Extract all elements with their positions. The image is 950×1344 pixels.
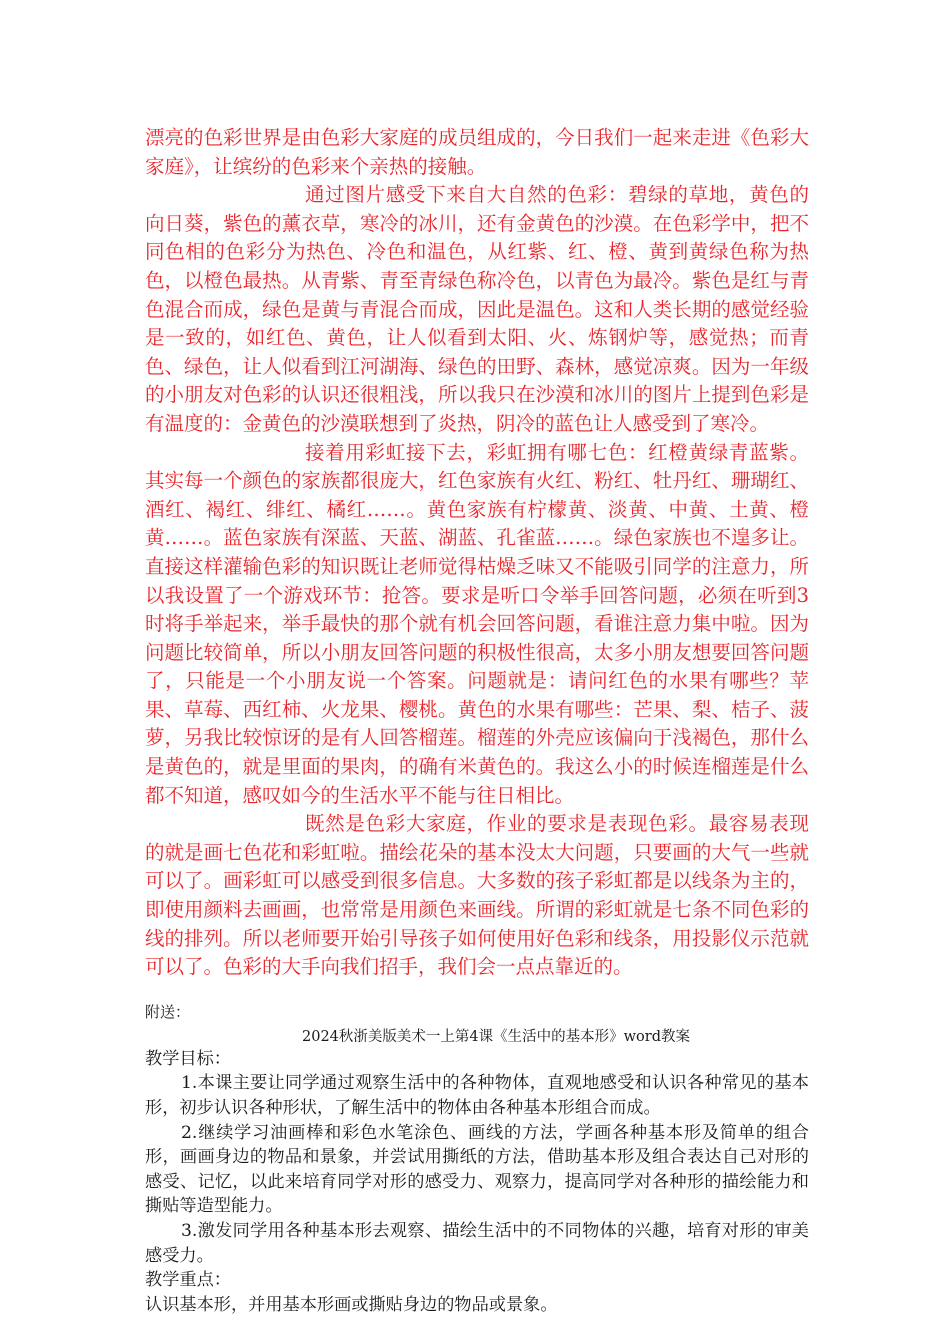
objective-item: 3.激发同学用各种基本形去观察、描绘生活中的不同物体的兴趣，培育对形的审美感受力。 bbox=[145, 1220, 809, 1266]
objective-item: 1.本课主要让同学通过观察生活中的各种物体，直观地感受和认识各种常见的基本形，初步认识各种形状，了解生活中的物体由各种基本形组合而成。 bbox=[145, 1073, 809, 1118]
appendix-label: 附送： bbox=[145, 1002, 191, 1021]
key-points-heading: 教学重点： bbox=[145, 1270, 231, 1291]
homework-paragraph: 既然是色彩大家庭，作业的要求是表现色彩。最容易表现的就是画七色花和彩虹啦。描绘花朵的基本没太大问题，只要画的大气一些就可以了。画彩虹可以感受到很多信息。大多数的孩子彩虹都是以线条为主的，即使用颜料去画画，也常常是用颜色来画线。所谓的彩虹就是七条不同色彩的线的排列。所以老师要开始引导孩子如何使用好色彩和线条，用投影仪示范就可以了。色彩的大手向我们招手，我们会一点点靠近的。 bbox=[145, 812, 809, 979]
lesson-title: 2024秋浙美版美术一上第4课《生活中的基本形》word教案 bbox=[302, 1028, 690, 1045]
objectives-heading: 教学目标： bbox=[145, 1048, 231, 1069]
document-page bbox=[145, 124, 809, 1317]
intro-paragraph: 漂亮的色彩世界是由色彩大家庭的成员组成的，今日我们一起来走进《色彩大家庭》，让缤纷的色彩来个亲热的接触。 bbox=[145, 126, 809, 178]
rainbow-paragraph: 接着用彩虹接下去，彩虹拥有哪七色：红橙黄绿青蓝紫。其实每一个颜色的家族都很庞大，红色家族有火红、粉红、牡丹红、珊瑚红、酒红、褐红、绯红、橘红……。黄色家族有柠檬黄、淡黄、中黄、土黄、橙黄……。蓝色家族有深蓝、天蓝、湖蓝、孔雀蓝……。绿色家族也不遑多让。直接这样灌输色彩的知识既让老师觉得枯燥乏味又不能吸引同学的注意力，所以我设置了一个游戏环节：抢答。要求是听口令举手回答问题，必须在听到3时将手举起来，举手最快的那个就有机会回答问题，看谁注意力集中啦。因为问题比较简单，所以小朋友回答问题的积极性很高，太多小朋友想要回答问题了，只能是一个小朋友说一个答案。问题就是：请问红色的水果有哪些？苹果、草莓、西红柿、火龙果、樱桃。黄色的水果有哪些：芒果、梨、桔子、菠萝，另我比较惊讶的是有人回答榴莲。榴莲的外壳应该偏向于浅褐色，那什么是黄色的，就是里面的果肉，的确有米黄色的。我这么小的时候连榴莲是什么都不知道，感叹如今的生活水平不能与往日相比。 bbox=[145, 440, 809, 807]
key-points-text: 认识基本形，并用基本形画或撕贴身边的物品或景象。 bbox=[145, 1294, 558, 1315]
objective-item: 2.继续学习油画棒和彩色水笔涂色、画线的方法，学画各种基本形及简单的组合形，画画身边的物品和景象，并尝试用撕纸的方法，借助基本形及组合表达自己对形的感受、记忆，以此来培育同学对形的感受力、观察力，提高同学对各种形的描绘能力和撕贴等造型能力。 bbox=[145, 1122, 809, 1217]
nature-colors-paragraph: 通过图片感受下来自大自然的色彩：碧绿的草地，黄色的向日葵，紫色的薰衣草，寒冷的冰川，还有金黄色的沙漠。在色彩学中，把不同色相的色彩分为热色、冷色和温色，从红紫、红、橙、黄到黄绿色称为热色，以橙色最热。从青紫、青至青绿色称冷色，以青色为最冷。紫色是红与青色混合而成，绿色是黄与青混合而成，因此是温色。这和人类长期的感觉经验是一致的，如红色、黄色，让人似看到太阳、火、炼钢炉等，感觉热；而青色、绿色，让人似看到江河湖海、绿色的田野、森林，感觉凉爽。因为一年级的小朋友对色彩的认识还很粗浅，所以我只在沙漠和冰川的图片上提到色彩是有温度的：金黄色的沙漠联想到了炎热，阴冷的蓝色让人感受到了寒冷。 bbox=[145, 183, 809, 435]
